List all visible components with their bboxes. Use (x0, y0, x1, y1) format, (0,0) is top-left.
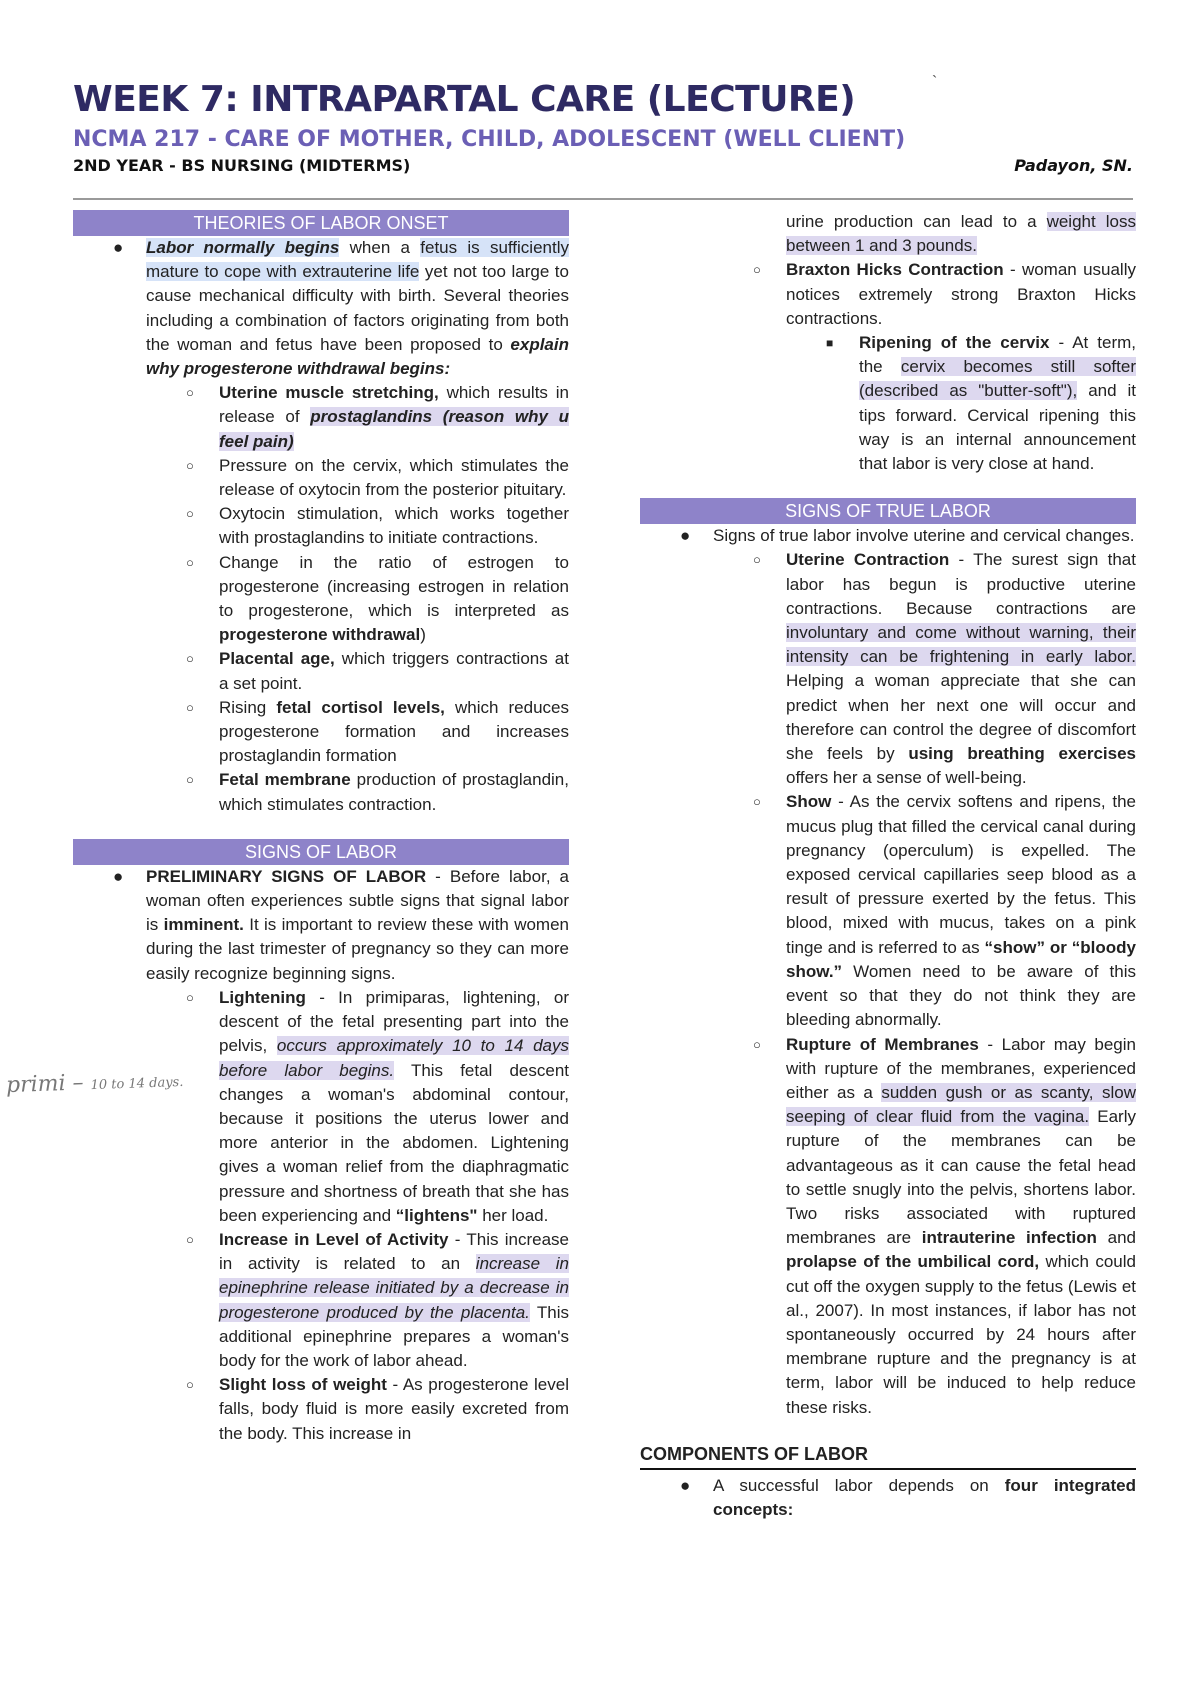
page-title: WEEK 7: INTRAPARTAL CARE (LECTURE) (73, 79, 856, 120)
list-item: ○ Oxytocin stimulation, which works together with prostaglandins to initiate contractions. (186, 504, 569, 548)
list-item: ○ Pressure on the cervix, which stimulates the release of oxytocin from the posterior pituitary. (186, 455, 569, 500)
list-item: ● PRELIMINARY SIGNS OF LABOR - Before labor, a woman often experiences subtle signs that signal labor is imminent. It is important to review these with women during the last trimester of pregnancy so they can more easily recognize beginning signs. ○ Lightening - In primiparas, lightening, or descent of the fetal presenting part into the pelvis, occurs approximately 10 to 14 days before labor begins. This fetal descent changes a woman's abdominal contour, because it positions the uterus lower and more anterior in the abdomen. Lightening gives a woman relief from the diaphragmatic pressure and shortness of breath that she has been experiencing and “lightens" her load. ○ Increase in Level of Activity - This increase in activity is related to an increase in epinephrine release initiated by a decrease in progesterone produced by the placenta. This additional epinephrine prepares a woman's body for the work of labor ahead. ○ Slight loss of weight - As progesterone level falls, body fluid is more easily excreted from the body. This increase in (73, 865, 569, 1446)
list-item: ○ Fetal membrane production of prostaglandin, which stimulates contraction. (186, 770, 569, 814)
left-column (73, 210, 569, 1446)
list-item: ○ Change in the ratio of estrogen to progesterone (increasing estrogen in relation to progesterone, which is interpreted as progesterone withdrawal) (186, 552, 569, 645)
author-label: Padayon, SN. (1014, 156, 1133, 175)
year-label: 2ND YEAR - BS NURSING (MIDTERMS) (73, 156, 411, 175)
list-item: ● Signs of true labor involve uterine and cervical changes. ○ Uterine Contraction - The surest sign that labor has begun is productive uterine contractions. Because contractions are involuntary and come without warning, their intensity can be frightening in early labor. Helping a woman appreciate that she can predict when her next one will occur and therefore can control the degree of discomfort she feels by using breathing exercises offers her a sense of well-being. ○ Show - As the cervix softens and ripens, the mucus plug that filled the cervical canal during pregnancy (operculum) is expelled. The exposed cervical capillaries seep blood as a result of pressure exerted by the fetus. This blood, mixed with mucus, takes on a pink tinge and is referred to as “show” or “bloody show.” Women need to be aware of this event so that they do not think they are bleeding abnormally. ○ Rupture of Membranes - Labor may begin with rupture of the membranes, experienced either as a sudden gush or as scanty, slow seeping of clear fluid from the vagina. Early rupture of the membranes can be advantageous as it can cause the fetal head to settle snugly into the pelvis, shortens labor. Two risks associated with ruptured membranes are intrauterine infection and prolapse of the umbilical cord, which could cut off the oxygen supply to the fetus (Lewis et al., 2007). In most instances, if labor has not spontaneously occurred by 24 hours after membrane rupture and the pregnancy is at term, labor will be induced to help reduce these risks. (640, 524, 1136, 1420)
list-item: ○ Braxton Hicks Contraction - woman usually notices extremely strong Braxton Hicks contractions. ■ Ripening of the cervix - At term, the cervix becomes still softer (described as "butter-soft"), and it tips forward. Cervical ripening this way is an internal announcement that labor is very close at hand. (640, 258, 1136, 476)
list-item: ○ Lightening - In primiparas, lightening, or descent of the fetal presenting part into the pelvis, occurs approximately 10 to 14 days before labor begins. This fetal descent changes a woman's abdominal contour, because it positions the uterus lower and more anterior in the abdomen. Lightening gives a woman relief from the diaphragmatic pressure and shortness of breath that she has been experiencing and “lightens" her load. (186, 987, 569, 1225)
list-item: ○ Slight loss of weight - As progesterone level falls, body fluid is more easily excreted from the body. This increase in (186, 1375, 569, 1443)
right-column (640, 210, 1136, 1522)
handwritten-margin-note: primi – 10 to 14 days. (5, 1070, 184, 1099)
section-banner-signs: SIGNS OF LABOR (73, 839, 569, 865)
list-item: ○ Rupture of Membranes - Labor may begin with rupture of the membranes, experienced either as a sudden gush or as scanty, slow seeping of clear fluid from the vagina. Early rupture of the membranes can be advantageous as it can cause the fetal head to settle snugly into the pelvis, shortens labor. Two risks associated with ruptured membranes are intrauterine infection and prolapse of the umbilical cord, which could cut off the oxygen supply to the fetus (Lewis et al., 2007). In most instances, if labor has not spontaneously occurred by 24 hours after membrane rupture and the pregnancy is at term, labor will be induced to help reduce these risks. (753, 1034, 1136, 1417)
section-banner-true-labor: SIGNS OF TRUE LABOR (640, 498, 1136, 524)
list-item: ○ Rising fetal cortisol levels, which reduces progesterone formation and increases prostaglandin formation (186, 697, 570, 766)
list-item: ○ Show - As the cervix softens and ripens, the mucus plug that filled the cervical canal during pregnancy (operculum) is expelled. The exposed cervical capillaries seep blood as a result of pressure exerted by the fetus. This blood, mixed with mucus, takes on a pink tinge and is referred to as “show” or “bloody show.” Women need to be aware of this event so that they do not think they are bleeding abnormally. (753, 792, 1136, 1030)
list-item: ● Labor normally begins when a fetus is sufficiently mature to cope with extrauterine life yet not too large to cause mechanical difficulty with birth. Several theories including a combination of factors originating from both the woman and fetus have been proposed to explain why progesterone withdrawal begins: ○ Uterine muscle stretching, which results in release of prostaglandins (reason why u feel pain) ○ Pressure on the cervix, which stimulates the release of oxytocin from the posterior pituitary. ○ Oxytocin stimulation, which works together with prostaglandins to initiate contractions. ○ Change in the ratio of estrogen to progesterone (increasing estrogen in relation to progesterone, which is interpreted as progesterone withdrawal) ○ Placental age, which triggers contractions at a set point. ○ Rising fetal cortisol levels, which reduces progesterone formation and increases prostaglandin formation ○ Fetal membrane production of prostaglandin, which stimulates contraction. (73, 236, 569, 817)
document-header (73, 78, 1133, 175)
list-item-continued: urine production can lead to a weight loss between 1 and 3 pounds. (786, 212, 1136, 256)
components-heading: COMPONENTS OF LABOR (640, 1442, 1136, 1470)
section-banner-theories: THEORIES OF LABOR ONSET (73, 210, 569, 236)
list-item: ○ Uterine Contraction - The surest sign that labor has begun is productive uterine contractions. Because contractions are involuntary and come without warning, their intensity can be frightening in early labor. Helping a woman appreciate that she can predict when her next one will occur and therefore can control the degree of discomfort she feels by using breathing exercises offers her a sense of well-being. (753, 550, 1136, 788)
list-item: ○ Uterine muscle stretching, which results in release of prostaglandins (reason why u feel pain) (186, 383, 569, 451)
list-item: ○ Increase in Level of Activity - This increase in activity is related to an increase in epinephrine release initiated by a decrease in progesterone produced by the placenta. This additional epinephrine prepares a woman's body for the work of labor ahead. (186, 1229, 569, 1370)
course-subtitle: NCMA 217 - CARE OF MOTHER, CHILD, ADOLESCENT (WELL CLIENT) (73, 127, 906, 152)
header-meta (73, 156, 1133, 175)
list-item: ■ Ripening of the cervix - At term, the cervix becomes still softer (described as "butter-soft"), and it tips forward. Cervical ripening this way is an internal announcement that labor is very close at hand. (826, 333, 1137, 474)
stray-mark: ` (932, 74, 938, 91)
list-item: ● A successful labor depends on four integrated concepts: (680, 1475, 1136, 1520)
header-divider (73, 198, 1133, 200)
list-item: ○ Placental age, which triggers contractions at a set point. (186, 649, 569, 693)
